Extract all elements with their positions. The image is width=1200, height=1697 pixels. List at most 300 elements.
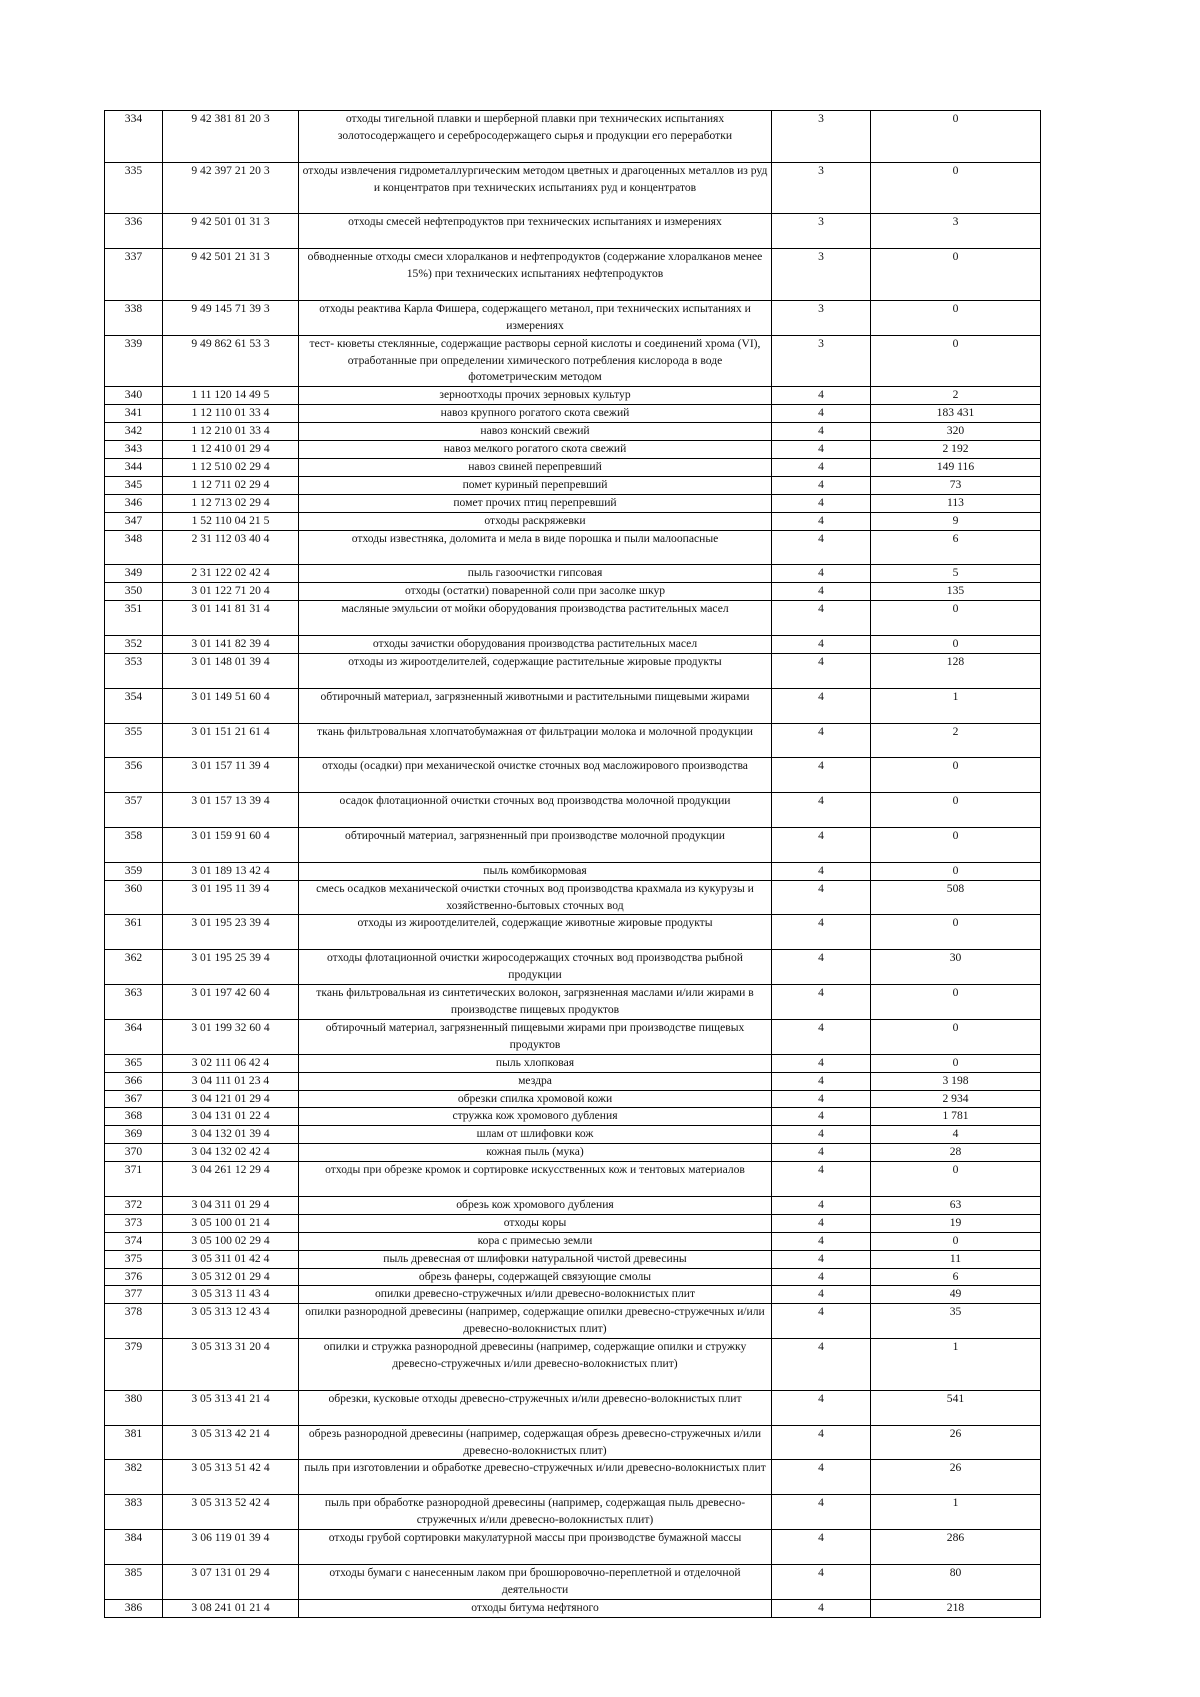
waste-name: обрезь кож хромового дубления	[299, 1196, 772, 1214]
table-row	[105, 565, 1041, 583]
table-row	[105, 512, 1041, 530]
waste-code: 9 42 501 01 31 3	[163, 214, 299, 249]
table-row	[105, 1304, 1041, 1339]
waste-code: 3 01 149 51 60 4	[163, 688, 299, 723]
hazard-class: 4	[772, 441, 871, 459]
table-row	[105, 1530, 1041, 1565]
table-row	[105, 162, 1041, 214]
waste-quantity: 6	[871, 530, 1041, 565]
waste-code: 3 04 121 01 29 4	[163, 1090, 299, 1108]
waste-quantity: 0	[871, 636, 1041, 654]
waste-code: 1 12 510 02 29 4	[163, 459, 299, 477]
waste-code: 3 05 313 52 42 4	[163, 1495, 299, 1530]
hazard-class: 4	[772, 1390, 871, 1425]
waste-quantity: 26	[871, 1460, 1041, 1495]
waste-quantity: 49	[871, 1286, 1041, 1304]
waste-name: обрезь разнородной древесины (например, содержащая обрезь древесно-стружечных и/или древесно-волокнистых плит)	[299, 1425, 772, 1460]
waste-quantity: 2	[871, 387, 1041, 405]
waste-code: 3 05 313 42 21 4	[163, 1425, 299, 1460]
hazard-class: 4	[772, 1460, 871, 1495]
table-row	[105, 405, 1041, 423]
table-row	[105, 1564, 1041, 1599]
waste-name: отходы флотационной очистки жиросодержащих сточных вод производства рыбной продукции	[299, 950, 772, 985]
waste-quantity: 80	[871, 1564, 1041, 1599]
row-number: 338	[105, 300, 163, 335]
waste-name: отходы грубой сортировки макулатурной массы при производстве бумажной массы	[299, 1530, 772, 1565]
hazard-class: 3	[772, 249, 871, 301]
row-number: 385	[105, 1564, 163, 1599]
hazard-class: 4	[772, 1286, 871, 1304]
hazard-class: 3	[772, 111, 871, 163]
table-row	[105, 915, 1041, 950]
waste-name: пыль при обработке разнородной древесины (например, содержащая пыль древесно-стружечных и/или древесно-волокнистых плит)	[299, 1495, 772, 1530]
waste-code: 3 08 241 01 21 4	[163, 1599, 299, 1617]
waste-name: отходы из жироотделителей, содержащие животные жировые продукты	[299, 915, 772, 950]
waste-name: кора с примесью земли	[299, 1232, 772, 1250]
waste-quantity: 4	[871, 1126, 1041, 1144]
row-number: 340	[105, 387, 163, 405]
waste-code: 3 05 100 02 29 4	[163, 1232, 299, 1250]
waste-name: мездра	[299, 1072, 772, 1090]
row-number: 339	[105, 335, 163, 387]
waste-code: 3 01 141 81 31 4	[163, 601, 299, 636]
waste-name: отходы извлечения гидрометаллургическим методом цветных и драгоценных металлов из руд и концентратов при технических испытаниях руд и концентратов	[299, 162, 772, 214]
waste-code: 3 06 119 01 39 4	[163, 1530, 299, 1565]
waste-quantity: 0	[871, 758, 1041, 793]
waste-code: 3 01 199 32 60 4	[163, 1019, 299, 1054]
waste-code: 3 05 313 31 20 4	[163, 1339, 299, 1391]
waste-quantity: 149 116	[871, 459, 1041, 477]
waste-quantity: 2 192	[871, 441, 1041, 459]
hazard-class: 4	[772, 387, 871, 405]
hazard-class: 4	[772, 1495, 871, 1530]
waste-name: обтирочный материал, загрязненный пищевыми жирами при производстве пищевых продуктов	[299, 1019, 772, 1054]
table-row	[105, 300, 1041, 335]
row-number: 384	[105, 1530, 163, 1565]
hazard-class: 4	[772, 1564, 871, 1599]
row-number: 344	[105, 459, 163, 477]
waste-quantity: 3 198	[871, 1072, 1041, 1090]
hazard-class: 4	[772, 1054, 871, 1072]
waste-name: навоз крупного рогатого скота свежий	[299, 405, 772, 423]
table-row	[105, 723, 1041, 758]
waste-code: 3 01 122 71 20 4	[163, 583, 299, 601]
hazard-class: 4	[772, 601, 871, 636]
row-number: 366	[105, 1072, 163, 1090]
row-number: 345	[105, 476, 163, 494]
waste-quantity: 0	[871, 601, 1041, 636]
hazard-class: 4	[772, 1599, 871, 1617]
table-row	[105, 1339, 1041, 1391]
row-number: 375	[105, 1250, 163, 1268]
waste-code: 3 05 313 12 43 4	[163, 1304, 299, 1339]
waste-code: 3 04 132 02 42 4	[163, 1144, 299, 1162]
hazard-class: 4	[772, 915, 871, 950]
waste-code: 1 52 110 04 21 5	[163, 512, 299, 530]
table-row	[105, 1460, 1041, 1495]
waste-quantity: 0	[871, 1019, 1041, 1054]
waste-name: опилки и стружка разнородной древесины (например, содержащие опилки и стружку древесно-стружечных и/или древесно-волокнистых плит)	[299, 1339, 772, 1391]
waste-quantity: 1 781	[871, 1108, 1041, 1126]
row-number: 369	[105, 1126, 163, 1144]
waste-name: пыль хлопковая	[299, 1054, 772, 1072]
row-number: 351	[105, 601, 163, 636]
hazard-class: 4	[772, 688, 871, 723]
table-row	[105, 688, 1041, 723]
hazard-class: 3	[772, 214, 871, 249]
waste-quantity: 0	[871, 249, 1041, 301]
row-number: 361	[105, 915, 163, 950]
waste-name: обрезки, кусковые отходы древесно-стружечных и/или древесно-волокнистых плит	[299, 1390, 772, 1425]
table-row	[105, 950, 1041, 985]
hazard-class: 4	[772, 653, 871, 688]
table-row	[105, 793, 1041, 828]
hazard-class: 4	[772, 723, 871, 758]
table-row	[105, 249, 1041, 301]
table-row	[105, 1196, 1041, 1214]
waste-code: 3 01 159 91 60 4	[163, 827, 299, 862]
table-row	[105, 1108, 1041, 1126]
table-row	[105, 601, 1041, 636]
waste-name: зерноотходы прочих зерновых культур	[299, 387, 772, 405]
waste-quantity: 218	[871, 1599, 1041, 1617]
waste-name: отходы из жироотделителей, содержащие растительные жировые продукты	[299, 653, 772, 688]
waste-code: 3 01 195 11 39 4	[163, 880, 299, 915]
waste-code: 1 12 210 01 33 4	[163, 423, 299, 441]
waste-code: 2 31 112 03 40 4	[163, 530, 299, 565]
hazard-class: 4	[772, 1072, 871, 1090]
waste-code: 3 05 313 51 42 4	[163, 1460, 299, 1495]
waste-quantity: 6	[871, 1268, 1041, 1286]
hazard-class: 4	[772, 459, 871, 477]
waste-quantity: 2 934	[871, 1090, 1041, 1108]
waste-name: пыль при изготовлении и обработке древесно-стружечных и/или древесно-волокнистых плит	[299, 1460, 772, 1495]
hazard-class: 4	[772, 583, 871, 601]
waste-name: отходы бумаги с нанесенным лаком при брошюровочно-переплетной и отделочной деятельности	[299, 1564, 772, 1599]
row-number: 367	[105, 1090, 163, 1108]
hazard-class: 4	[772, 423, 871, 441]
table-row	[105, 441, 1041, 459]
row-number: 357	[105, 793, 163, 828]
waste-quantity: 508	[871, 880, 1041, 915]
hazard-class: 4	[772, 1126, 871, 1144]
row-number: 334	[105, 111, 163, 163]
waste-code: 3 04 131 01 22 4	[163, 1108, 299, 1126]
waste-name: пыль газоочистки гипсовая	[299, 565, 772, 583]
waste-quantity: 1	[871, 1339, 1041, 1391]
row-number: 371	[105, 1162, 163, 1197]
waste-name: помет прочих птиц перепревший	[299, 494, 772, 512]
row-number: 358	[105, 827, 163, 862]
waste-name: опилки древесно-стружечных и/или древесно-волокнистых плит	[299, 1286, 772, 1304]
waste-name: ткань фильтровальная хлопчатобумажная от фильтрации молока и молочной продукции	[299, 723, 772, 758]
waste-quantity: 0	[871, 1054, 1041, 1072]
row-number: 382	[105, 1460, 163, 1495]
hazard-class: 4	[772, 494, 871, 512]
waste-quantity: 5	[871, 565, 1041, 583]
waste-code: 3 05 313 11 43 4	[163, 1286, 299, 1304]
hazard-class: 4	[772, 530, 871, 565]
waste-name: помет куриный перепревший	[299, 476, 772, 494]
table-row	[105, 1019, 1041, 1054]
row-number: 381	[105, 1425, 163, 1460]
waste-code: 1 12 713 02 29 4	[163, 494, 299, 512]
waste-quantity: 9	[871, 512, 1041, 530]
table-row	[105, 862, 1041, 880]
waste-code: 3 01 148 01 39 4	[163, 653, 299, 688]
waste-name: отходы известняка, доломита и мела в виде порошка и пыли малоопасные	[299, 530, 772, 565]
waste-code: 3 04 132 01 39 4	[163, 1126, 299, 1144]
hazard-class: 4	[772, 880, 871, 915]
waste-name: отходы при обрезке кромок и сортировке искусственных кож и тентовых материалов	[299, 1162, 772, 1197]
hazard-class: 4	[772, 1162, 871, 1197]
hazard-class: 4	[772, 1530, 871, 1565]
row-number: 368	[105, 1108, 163, 1126]
hazard-class: 4	[772, 827, 871, 862]
table-row	[105, 476, 1041, 494]
waste-name: осадок флотационной очистки сточных вод производства молочной продукции	[299, 793, 772, 828]
row-number: 372	[105, 1196, 163, 1214]
table-row	[105, 985, 1041, 1020]
table-row	[105, 1214, 1041, 1232]
table-row	[105, 387, 1041, 405]
row-number: 383	[105, 1495, 163, 1530]
waste-quantity: 320	[871, 423, 1041, 441]
waste-quantity: 0	[871, 827, 1041, 862]
waste-name: тест- кюветы стеклянные, содержащие растворы серной кислоты и соединений хрома (VI), отработанные при определении химического потребления кислорода в воде фотометрическим методом	[299, 335, 772, 387]
row-number: 378	[105, 1304, 163, 1339]
hazard-class: 4	[772, 405, 871, 423]
waste-code: 9 42 501 21 31 3	[163, 249, 299, 301]
waste-quantity: 11	[871, 1250, 1041, 1268]
table-row	[105, 1090, 1041, 1108]
table-row	[105, 335, 1041, 387]
waste-name: обтирочный материал, загрязненный при производстве молочной продукции	[299, 827, 772, 862]
row-number: 346	[105, 494, 163, 512]
waste-code: 1 11 120 14 49 5	[163, 387, 299, 405]
table-row	[105, 1599, 1041, 1617]
table-row	[105, 459, 1041, 477]
waste-quantity: 0	[871, 335, 1041, 387]
row-number: 335	[105, 162, 163, 214]
waste-name: обтирочный материал, загрязненный животными и растительными пищевыми жирами	[299, 688, 772, 723]
row-number: 379	[105, 1339, 163, 1391]
waste-name: отходы (осадки) при механической очистке сточных вод масложирового производства	[299, 758, 772, 793]
row-number: 355	[105, 723, 163, 758]
table-row	[105, 1268, 1041, 1286]
waste-quantity: 0	[871, 862, 1041, 880]
row-number: 341	[105, 405, 163, 423]
hazard-class: 4	[772, 793, 871, 828]
table-row	[105, 1286, 1041, 1304]
row-number: 342	[105, 423, 163, 441]
row-number: 353	[105, 653, 163, 688]
waste-quantity: 3	[871, 214, 1041, 249]
waste-name: кожная пыль (мука)	[299, 1144, 772, 1162]
table-row	[105, 1232, 1041, 1250]
row-number: 370	[105, 1144, 163, 1162]
waste-quantity: 30	[871, 950, 1041, 985]
waste-quantity: 26	[871, 1425, 1041, 1460]
table-row	[105, 1425, 1041, 1460]
waste-code: 9 49 145 71 39 3	[163, 300, 299, 335]
waste-name: отходы коры	[299, 1214, 772, 1232]
waste-name: опилки разнородной древесины (например, содержащие опилки древесно-стружечных и/или древесно-волокнистых плит)	[299, 1304, 772, 1339]
row-number: 356	[105, 758, 163, 793]
waste-quantity: 73	[871, 476, 1041, 494]
waste-name: отходы смесей нефтепродуктов при технических испытаниях и измерениях	[299, 214, 772, 249]
row-number: 348	[105, 530, 163, 565]
waste-quantity: 1	[871, 688, 1041, 723]
waste-code: 9 49 862 61 53 3	[163, 335, 299, 387]
waste-name: отходы раскряжевки	[299, 512, 772, 530]
row-number: 350	[105, 583, 163, 601]
row-number: 360	[105, 880, 163, 915]
waste-code: 3 01 195 25 39 4	[163, 950, 299, 985]
row-number: 380	[105, 1390, 163, 1425]
waste-code: 3 04 261 12 29 4	[163, 1162, 299, 1197]
hazard-class: 4	[772, 565, 871, 583]
hazard-class: 4	[772, 1196, 871, 1214]
table-row	[105, 530, 1041, 565]
waste-code: 3 07 131 01 29 4	[163, 1564, 299, 1599]
hazard-class: 4	[772, 1425, 871, 1460]
waste-quantity: 0	[871, 162, 1041, 214]
table-row	[105, 758, 1041, 793]
row-number: 359	[105, 862, 163, 880]
row-number: 364	[105, 1019, 163, 1054]
table-row	[105, 111, 1041, 163]
hazard-class: 4	[772, 862, 871, 880]
row-number: 376	[105, 1268, 163, 1286]
waste-quantity: 113	[871, 494, 1041, 512]
row-number: 336	[105, 214, 163, 249]
waste-quantity: 286	[871, 1530, 1041, 1565]
table-row	[105, 1072, 1041, 1090]
waste-name: отходы зачистки оборудования производства растительных масел	[299, 636, 772, 654]
table-row	[105, 1144, 1041, 1162]
waste-name: пыль комбикормовая	[299, 862, 772, 880]
waste-quantity: 35	[871, 1304, 1041, 1339]
waste-quantity: 19	[871, 1214, 1041, 1232]
waste-code: 3 05 311 01 42 4	[163, 1250, 299, 1268]
waste-code: 3 01 157 11 39 4	[163, 758, 299, 793]
waste-quantity: 0	[871, 985, 1041, 1020]
waste-code: 3 05 313 41 21 4	[163, 1390, 299, 1425]
waste-code: 3 05 100 01 21 4	[163, 1214, 299, 1232]
row-number: 374	[105, 1232, 163, 1250]
table-row	[105, 1054, 1041, 1072]
hazard-class: 4	[772, 1019, 871, 1054]
row-number: 354	[105, 688, 163, 723]
waste-code: 3 04 111 01 23 4	[163, 1072, 299, 1090]
hazard-class: 3	[772, 335, 871, 387]
hazard-class: 4	[772, 1250, 871, 1268]
hazard-class: 4	[772, 1268, 871, 1286]
waste-code: 3 01 151 21 61 4	[163, 723, 299, 758]
waste-quantity: 1	[871, 1495, 1041, 1530]
waste-name: ткань фильтровальная из синтетических волокон, загрязненная маслами и/или жирами в производстве пищевых продуктов	[299, 985, 772, 1020]
hazard-class: 3	[772, 300, 871, 335]
waste-code: 1 12 410 01 29 4	[163, 441, 299, 459]
row-number: 347	[105, 512, 163, 530]
waste-name: пыль древесная от шлифовки натуральной чистой древесины	[299, 1250, 772, 1268]
waste-quantity: 0	[871, 915, 1041, 950]
waste-name: смесь осадков механической очистки сточных вод производства крахмала из кукурузы и хозяйственно-бытовых сточных вод	[299, 880, 772, 915]
hazard-class: 4	[772, 1144, 871, 1162]
row-number: 365	[105, 1054, 163, 1072]
table-row	[105, 214, 1041, 249]
row-number: 349	[105, 565, 163, 583]
waste-quantity: 541	[871, 1390, 1041, 1425]
table-row	[105, 653, 1041, 688]
hazard-class: 4	[772, 950, 871, 985]
row-number: 352	[105, 636, 163, 654]
waste-code: 1 12 711 02 29 4	[163, 476, 299, 494]
waste-quantity: 0	[871, 1162, 1041, 1197]
waste-table	[104, 110, 1041, 1618]
waste-code: 9 42 397 21 20 3	[163, 162, 299, 214]
waste-name: отходы реактива Карла Фишера, содержащего метанол, при технических испытаниях и измерениях	[299, 300, 772, 335]
table-row	[105, 583, 1041, 601]
waste-name: шлам от шлифовки кож	[299, 1126, 772, 1144]
hazard-class: 4	[772, 476, 871, 494]
waste-code: 1 12 110 01 33 4	[163, 405, 299, 423]
table-row	[105, 1495, 1041, 1530]
hazard-class: 3	[772, 162, 871, 214]
waste-name: отходы битума нефтяного	[299, 1599, 772, 1617]
hazard-class: 4	[772, 1090, 871, 1108]
waste-quantity: 63	[871, 1196, 1041, 1214]
table-row	[105, 1126, 1041, 1144]
waste-quantity: 135	[871, 583, 1041, 601]
waste-code: 3 01 197 42 60 4	[163, 985, 299, 1020]
hazard-class: 4	[772, 1232, 871, 1250]
table-row	[105, 636, 1041, 654]
table-row	[105, 494, 1041, 512]
table-row	[105, 423, 1041, 441]
waste-name: обрезь фанеры, содержащей связующие смолы	[299, 1268, 772, 1286]
row-number: 363	[105, 985, 163, 1020]
waste-quantity: 2	[871, 723, 1041, 758]
table-row	[105, 827, 1041, 862]
table-row	[105, 1250, 1041, 1268]
waste-quantity: 0	[871, 300, 1041, 335]
hazard-class: 4	[772, 512, 871, 530]
hazard-class: 4	[772, 1214, 871, 1232]
waste-quantity: 0	[871, 1232, 1041, 1250]
row-number: 343	[105, 441, 163, 459]
hazard-class: 4	[772, 636, 871, 654]
waste-name: отходы тигельной плавки и шерберной плавки при технических испытаниях золотосодержащего и серебросодержащего сырья и продукции его переработки	[299, 111, 772, 163]
waste-name: масляные эмульсии от мойки оборудования производства растительных масел	[299, 601, 772, 636]
waste-code: 3 01 189 13 42 4	[163, 862, 299, 880]
waste-name: навоз мелкого рогатого скота свежий	[299, 441, 772, 459]
waste-name: навоз конский свежий	[299, 423, 772, 441]
waste-code: 3 02 111 06 42 4	[163, 1054, 299, 1072]
waste-quantity: 128	[871, 653, 1041, 688]
waste-quantity: 28	[871, 1144, 1041, 1162]
hazard-class: 4	[772, 1339, 871, 1391]
hazard-class: 4	[772, 985, 871, 1020]
waste-name: отходы (остатки) поваренной соли при засолке шкур	[299, 583, 772, 601]
row-number: 362	[105, 950, 163, 985]
waste-quantity: 0	[871, 793, 1041, 828]
waste-name: стружка кож хромового дубления	[299, 1108, 772, 1126]
waste-code: 3 05 312 01 29 4	[163, 1268, 299, 1286]
hazard-class: 4	[772, 1108, 871, 1126]
table-row	[105, 1162, 1041, 1197]
